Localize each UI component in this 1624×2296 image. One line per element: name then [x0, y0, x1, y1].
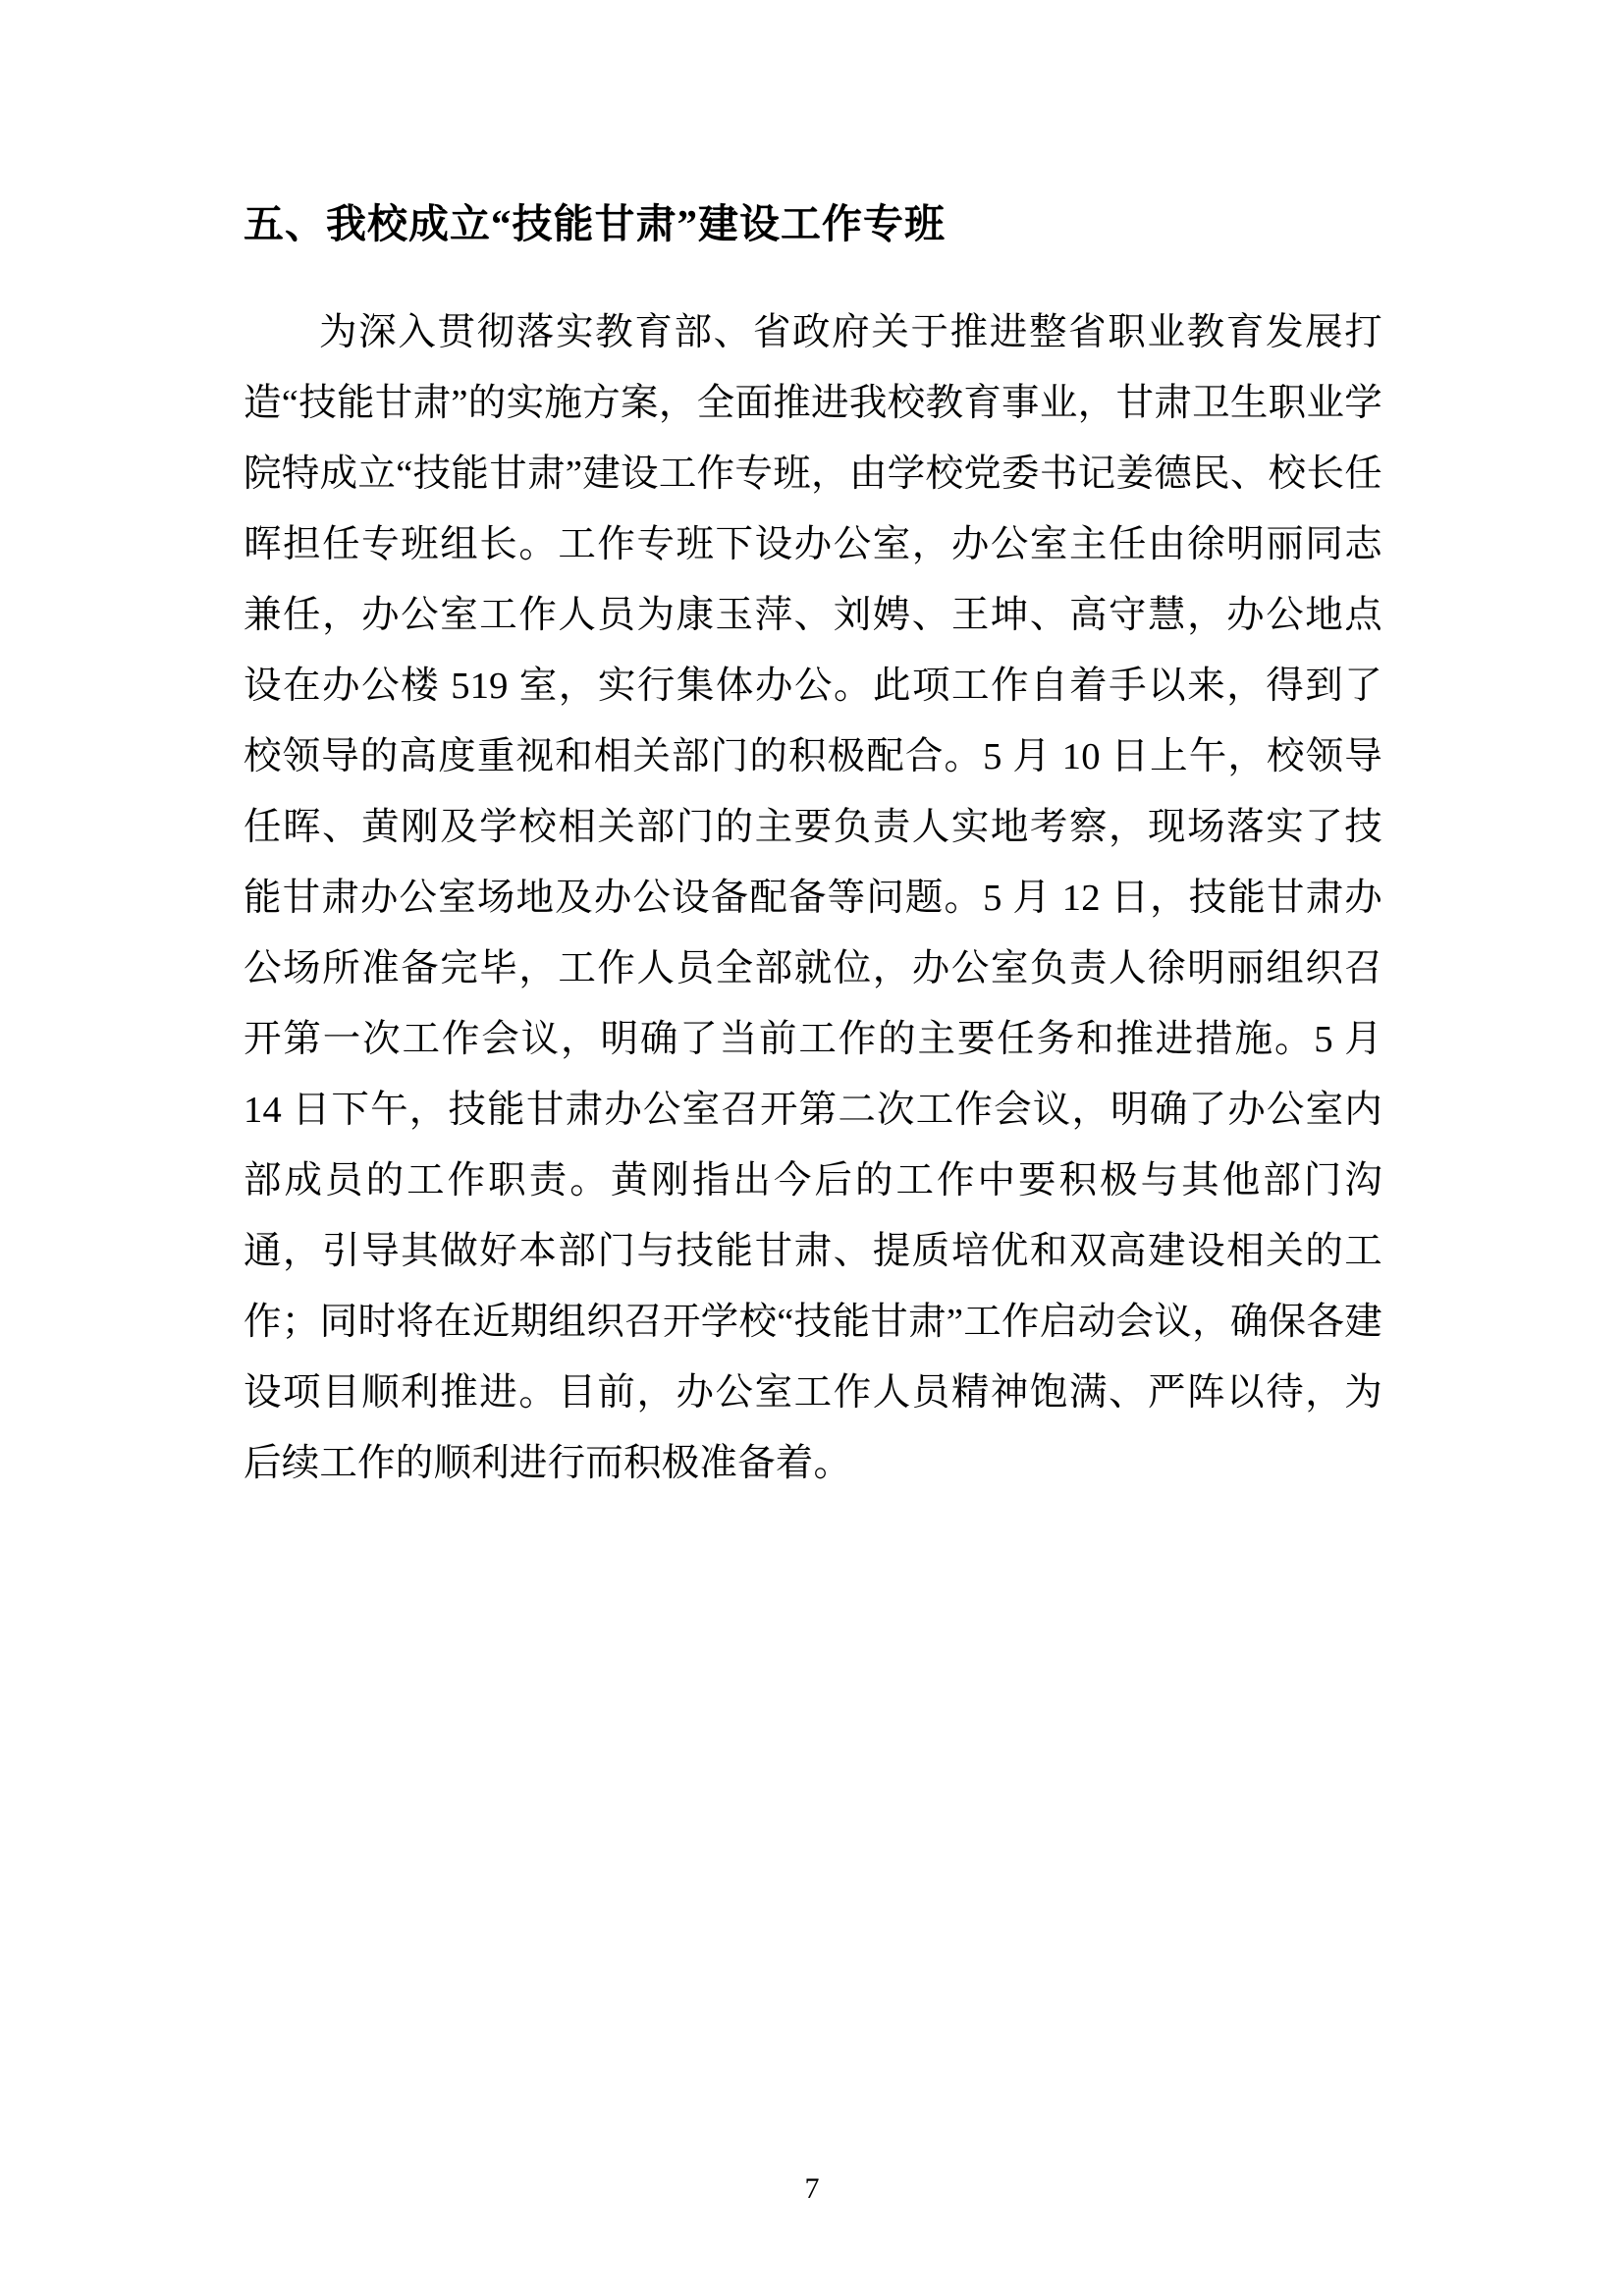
- body-paragraph: 为深入贯彻落实教育部、省政府关于推进整省职业教育发展打造“技能甘肃”的实施方案，全面推进我校教育事业，甘肃卫生职业学院特成立“技能甘肃”建设工作专班，由学校党委书记姜德民、校长任晖担任专班组长。工作专班下设办公室，办公室主任由徐明丽同志兼任，办公室工作人员为康玉萍、刘娉、王坤、高守慧，办公地点设在办公楼 519 室，实行集体办公。此项工作自着手以来，得到了校领导的高度重视和相关部门的积极配合。5 月 10 日上午，校领导任晖、黄刚及学校相关部门的主要负责人实地考察，现场落实了技能甘肃办公室场地及办公设备配备等问题。5 月 12 日，技能甘肃办公场所准备完毕，工作人员全部就位，办公室负责人徐明丽组织召开第一次工作会议，明确了当前工作的主要任务和推进措施。5 月 14 日下午，技能甘肃办公室召开第二次工作会议，明确了办公室内部成员的工作职责。黄刚指出今后的工作中要积极与其他部门沟通，引导其做好本部门与技能甘肃、提质培优和双高建设相关的工作；同时将在近期组织召开学校“技能甘肃”工作启动会议，确保各建设项目顺利推进。目前，办公室工作人员精神饱满、严阵以待，为后续工作的顺利进行而积极准备着。: [244, 312, 1382, 1485]
- page-title: 五、我校成立“技能甘肃”建设工作专班: [244, 201, 946, 246]
- document-content: [244, 0, 1382, 1499]
- page-number: 7: [804, 2172, 820, 2205]
